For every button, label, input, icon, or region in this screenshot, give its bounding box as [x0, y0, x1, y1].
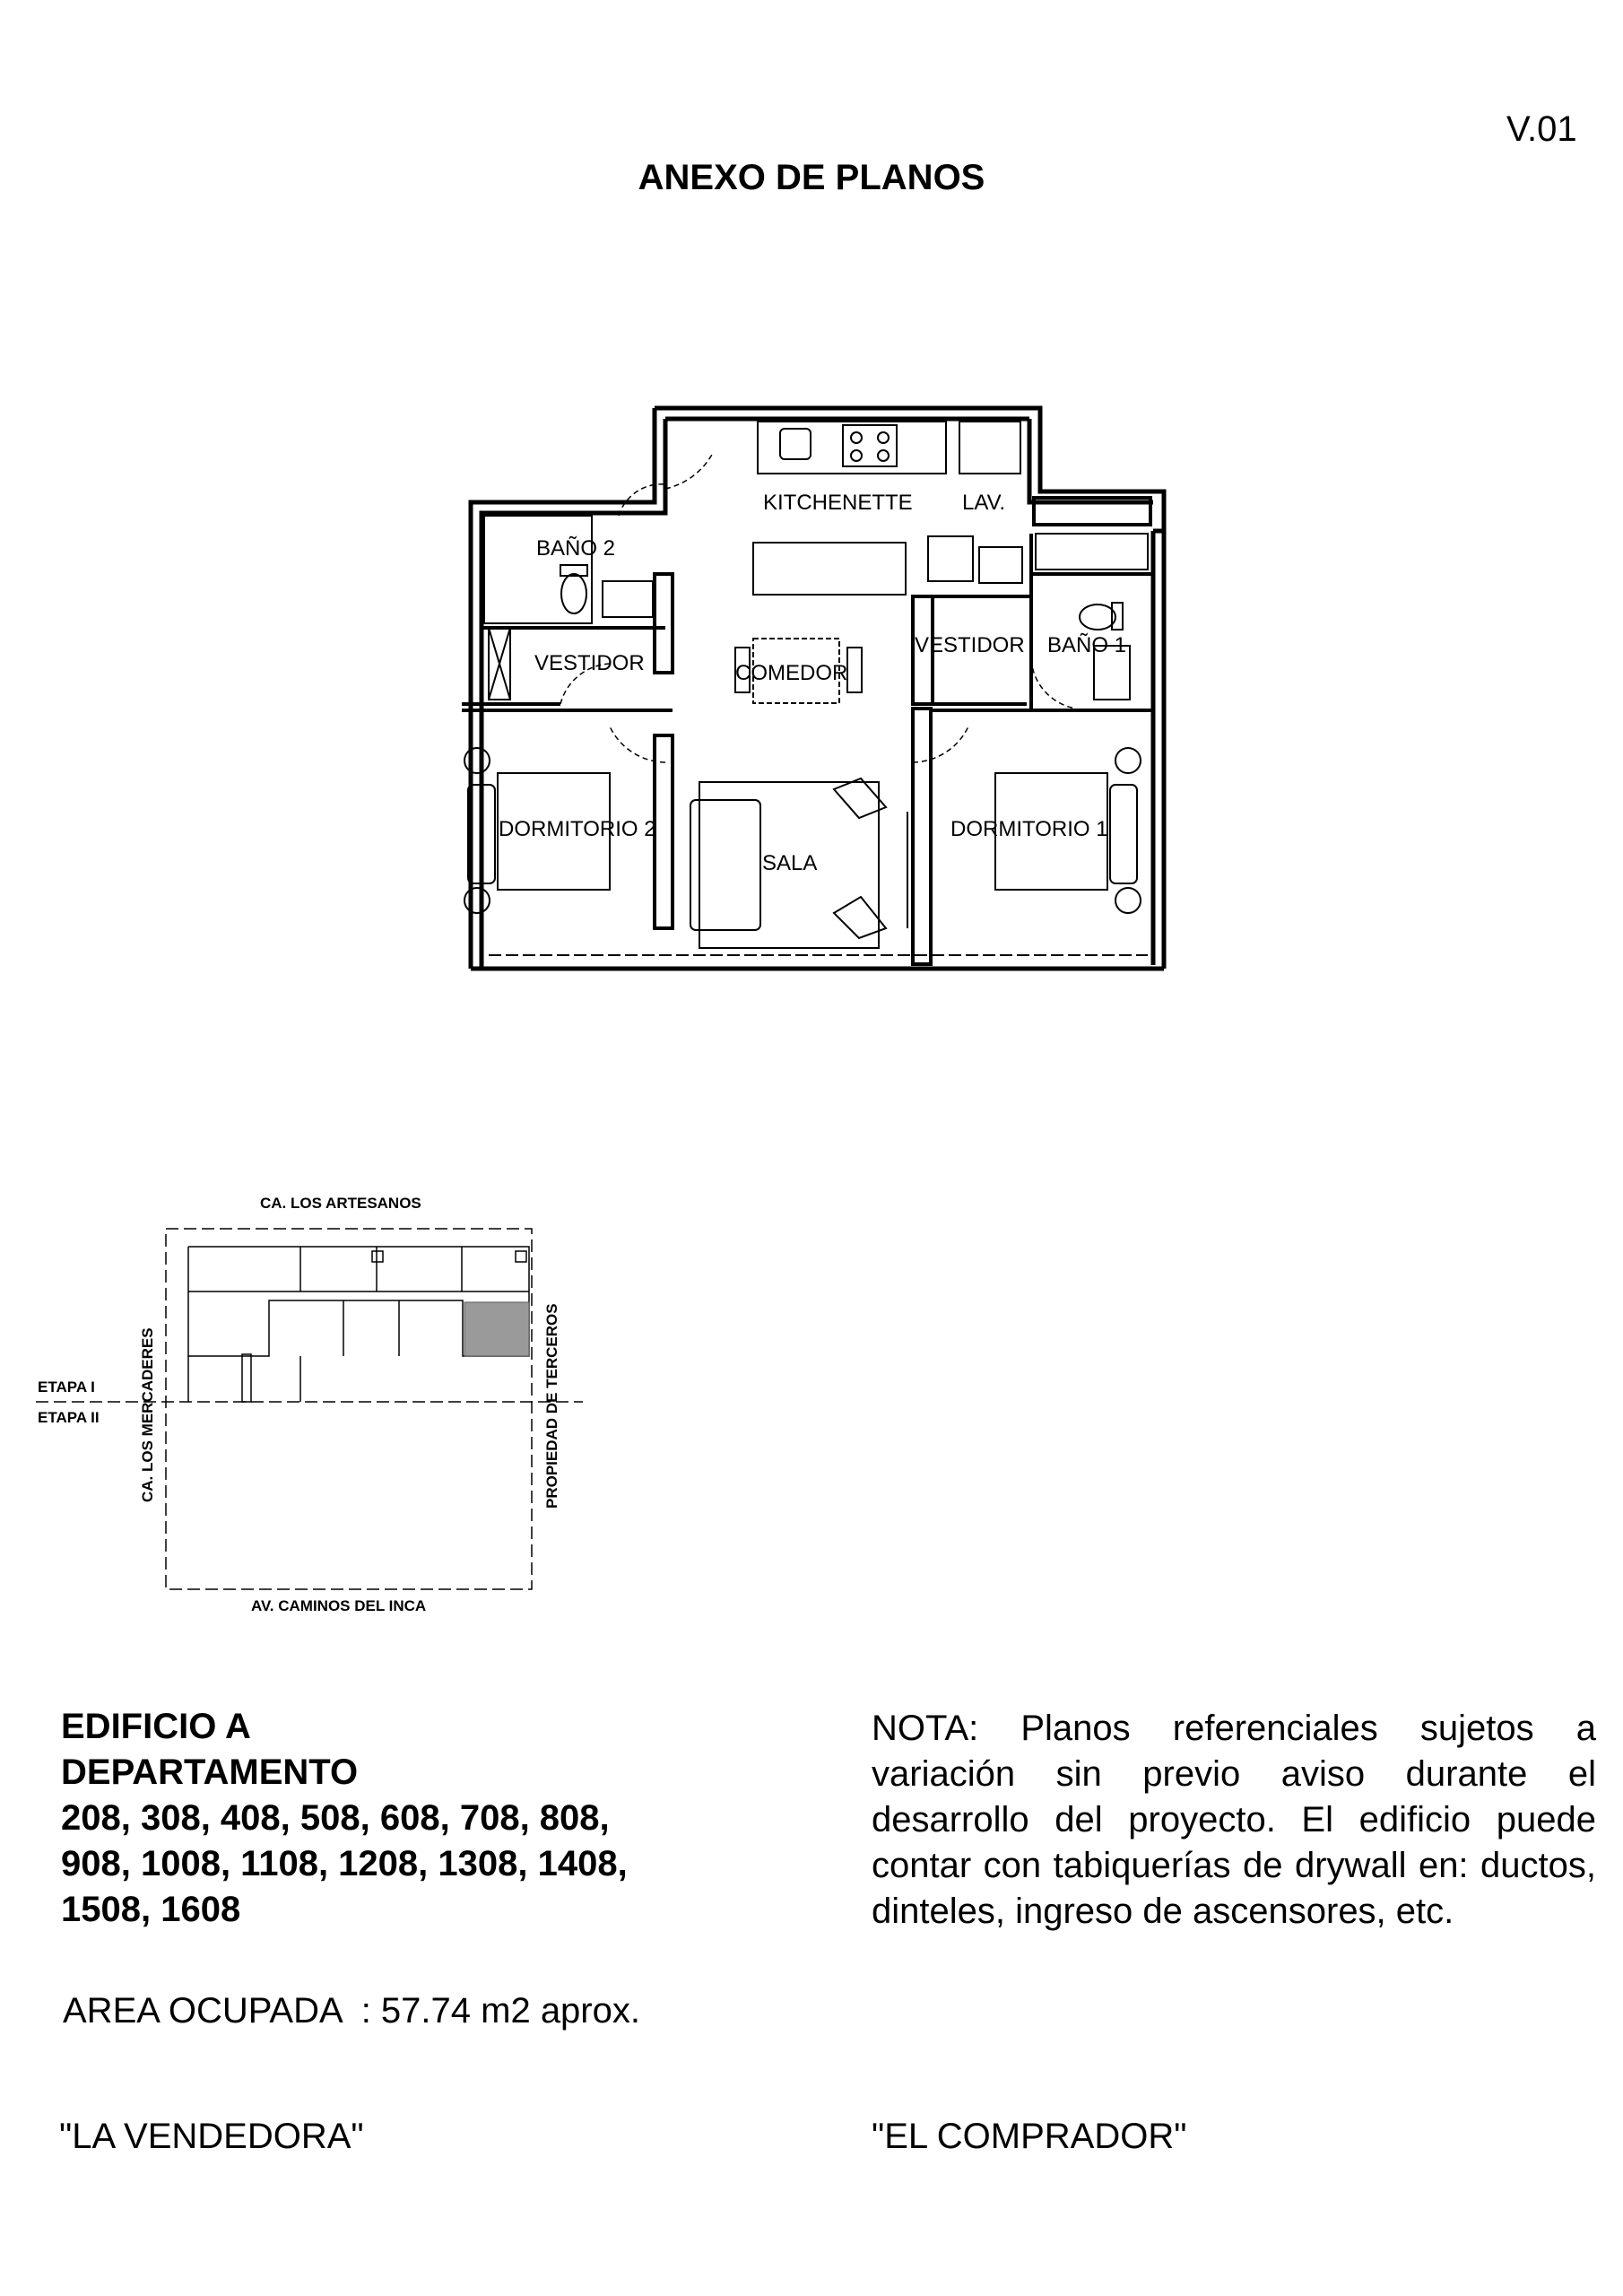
unit-label: DEPARTAMENTO: [61, 1752, 359, 1792]
unit-list-line-3: 1508, 1608: [61, 1890, 241, 1929]
unit-info: [61, 1704, 742, 1933]
highlighted-unit: [464, 1302, 529, 1356]
building-name: EDIFICIO A: [61, 1707, 251, 1746]
site-label-south: AV. CAMINOS DEL INCA: [251, 1597, 427, 1614]
room-label-vestidor-right: VESTIDOR: [915, 633, 1025, 657]
room-label-dormitorio1: DORMITORIO 1: [950, 817, 1108, 841]
interior-walls: [462, 498, 1153, 964]
site-label-etapa-1: ETAPA I: [38, 1378, 95, 1396]
site-label-etapa-2: ETAPA II: [38, 1409, 100, 1426]
version-label: V.01: [1506, 109, 1577, 149]
disclaimer-note: NOTA: Planos referenciales sujetos a variación sin previo aviso durante el desarrollo del proyecto. El edificio puede contar con tabiquerías de drywall en: ductos, dinteles, ingreso de ascensores, etc.: [872, 1709, 1596, 1931]
unit-list-line-1: 208, 308, 408, 508, 608, 708, 808,: [61, 1798, 610, 1838]
area-label: AREA OCUPADA : 57.74 m2 aprox.: [63, 1991, 640, 2031]
site-label-west: CA. LOS MERCADERES: [139, 1327, 156, 1502]
room-label-lav: LAV.: [962, 491, 1006, 515]
site-label-east: PROPIEDAD DE TERCEROS: [543, 1303, 560, 1509]
site-labels: [38, 1195, 560, 1614]
unit-list-line-2: 908, 1008, 1108, 1208, 1308, 1408,: [61, 1844, 628, 1883]
room-label-sala: SALA: [762, 851, 818, 875]
seller-signature-label: "LA VENDEDORA": [59, 2117, 364, 2156]
room-label-dormitorio2: DORMITORIO 2: [499, 817, 656, 841]
buyer-signature-label: "EL COMPRADOR": [872, 2117, 1187, 2156]
site-label-north: CA. LOS ARTESANOS: [260, 1195, 421, 1212]
room-label-bano1: BAÑO 1: [1047, 633, 1127, 657]
room-label-kitchenette: KITCHENETTE: [763, 491, 913, 515]
site-plan: [36, 1229, 583, 1589]
room-label-bano2: BAÑO 2: [536, 536, 616, 561]
room-label-vestidor-left: VESTIDOR: [534, 651, 645, 675]
room-label-comedor: COMEDOR: [735, 661, 848, 685]
page-title: ANEXO DE PLANOS: [638, 158, 985, 197]
